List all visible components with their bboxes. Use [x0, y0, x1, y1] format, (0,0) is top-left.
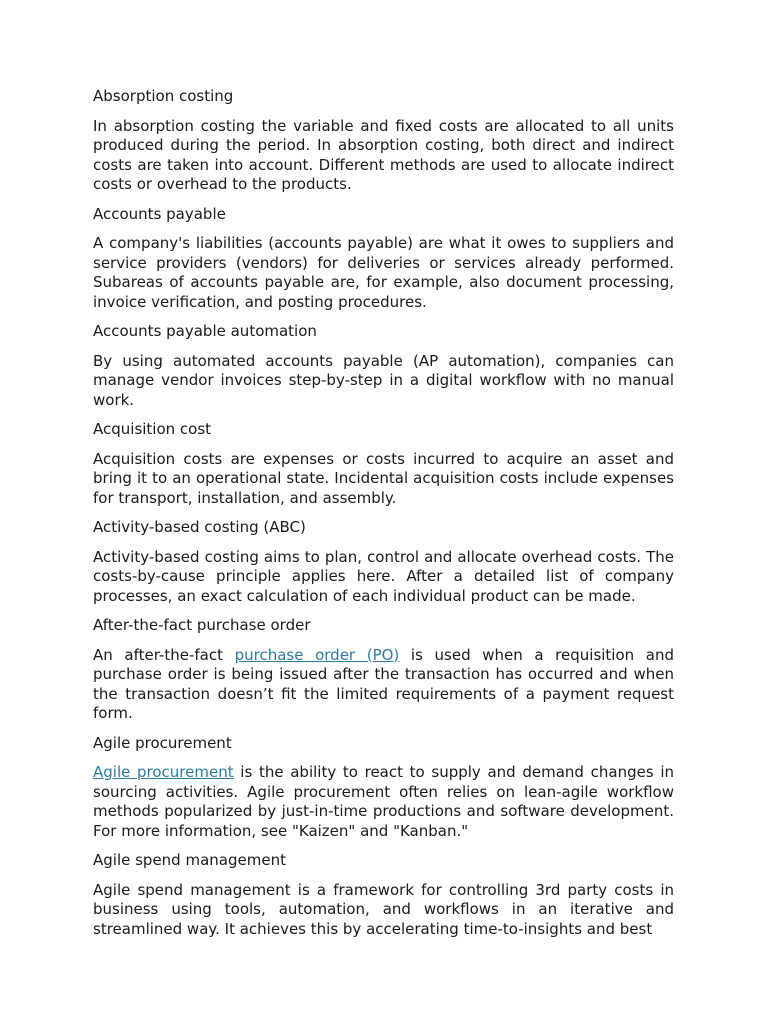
term-heading: Accounts payable automation	[93, 322, 317, 340]
term-definition: A company's liabilities (accounts payable) are what it owes to suppliers and service providers (vendors) for deliveries or services already performed. Subareas of accounts payable are, for example, also document processing, invoice verification, and posting procedures.	[93, 234, 674, 311]
term-definition: Agile spend management is a framework for controlling 3rd party costs in business using tools, automation, and workflows in an iterative and streamlined way. It achieves this by accelerating time-to-insights and best	[93, 880, 674, 938]
term-definition	[93, 763, 674, 841]
agile-procurement-link[interactable]: Agile procurement	[93, 763, 234, 781]
purchase-order-link[interactable]: purchase order (PO)	[234, 645, 400, 664]
term-definition: By using automated accounts payable (AP automation), companies can manage vendor invoices step-by-step in a digital workflow with no manual work.	[93, 351, 674, 409]
term-heading: Accounts payable	[93, 204, 226, 223]
definition-text: is the ability to react to supply and demand changes in sourcing activities. Agile procurement often relies on lean-agile workflow methods popularized by just-in-time productions and software development. For more information, see "Kaizen" and "Kanban."	[93, 763, 674, 840]
term-heading: After-the-fact purchase order	[93, 616, 311, 634]
term-definition: Activity-based costing aims to plan, control and allocate overhead costs. The costs-by-cause principle applies here. After a detailed list of company processes, an exact calculation of each individual product can be made.	[93, 547, 674, 605]
term-heading: Absorption costing	[93, 87, 234, 105]
term-heading: Agile spend management	[93, 851, 286, 869]
term-definition: Acquisition costs are expenses or costs incurred to acquire an asset and bring it to an operational state. Incidental acquisition costs include expenses for transport, installation, and assembly.	[93, 449, 674, 507]
term-definition: In absorption costing the variable and fixed costs are allocated to all units produced during the period. In absorption costing, both direct and indirect costs are taken into account. Different methods are used to allocate indirect costs or overhead to the products.	[93, 116, 674, 193]
term-heading: Activity-based costing (ABC)	[93, 518, 306, 536]
definition-text: is used when a requisition and purchase order is being issued after the transaction has occurred and when the transaction doesn’t fit the limited requirements of a payment request form.	[93, 645, 675, 722]
definition-text: An after-the-fact	[93, 645, 235, 664]
term-definition	[93, 646, 674, 724]
term-heading: Agile procurement	[93, 733, 232, 752]
term-heading: Acquisition cost	[93, 420, 212, 438]
